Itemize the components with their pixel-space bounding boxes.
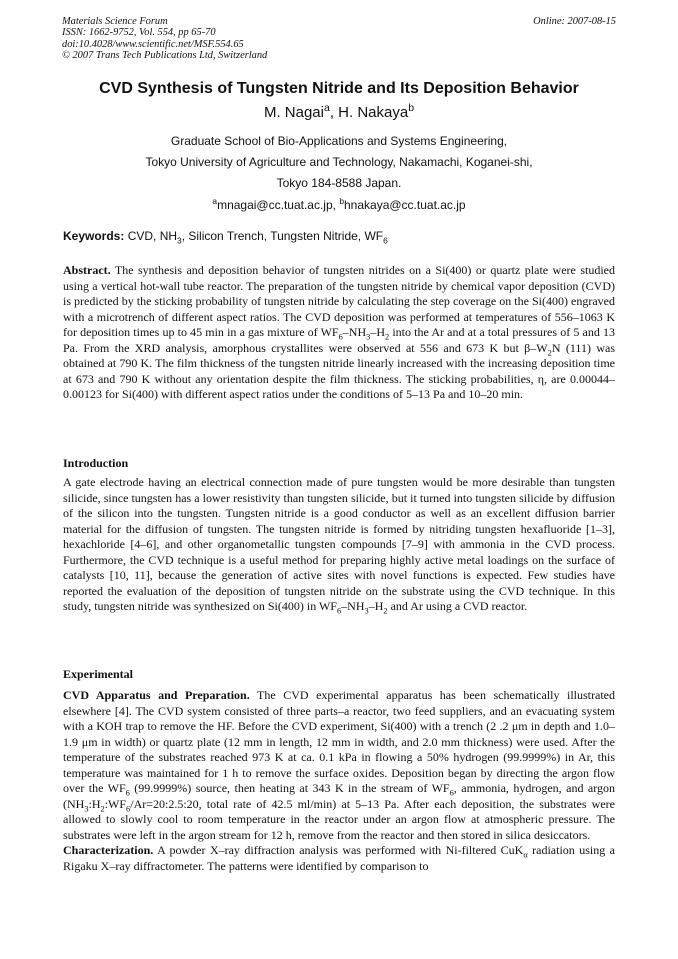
experimental-text: The CVD experimental apparatus has been schematically illustrated elsewhere [4]. The CVD system consisted of three parts–a reactor, two feed suppliers, and an evacuating system with a KOH trap to remove the HF. Before the CVD experiment, Si(400) with a trench (2 .2 μm in depth and 1.0–1.9 μm in width) or quartz plate (12 mm in length, 12 mm in width, and 2.0 mm thickness) were used. After the temperature of the substrates reached 973 K at ca. 0.1 kPa in flowing a 50% hydrogen (99.9999%) in Ar, this temperature was maintained for 1 h to remove the surface oxides. Deposition began by directing the argon flow over the WF <box>63 688 615 795</box>
subsection-label: CVD Apparatus and Preparation. <box>63 688 250 702</box>
affiliation <box>40 131 638 216</box>
author-name: H. Nakaya <box>338 104 409 121</box>
experimental-text: A powder X–ray diffraction analysis was performed with Ni-filtered CuK <box>153 843 524 857</box>
experimental-text: , ammonia, hydrogen, and argon (NH <box>63 781 615 811</box>
author-list <box>40 104 638 121</box>
introduction-paragraph <box>63 475 615 615</box>
email-mark: b <box>339 195 344 206</box>
experimental-text: radiation using a Rigaku X–ray diffractometer. The patterns were identified by comparison to <box>63 843 615 873</box>
abstract <box>63 263 615 403</box>
journal-copyright: © 2007 Trans Tech Publications Ltd, Switzerland <box>62 50 268 62</box>
subscript: 6 <box>383 235 388 246</box>
subsection-label: Characterization. <box>63 843 154 857</box>
author-separator: , <box>329 104 339 121</box>
experimental-section <box>63 688 615 874</box>
affiliation-line: Tokyo 184-8588 Japan. <box>276 176 402 191</box>
journal-header <box>62 16 616 62</box>
journal-issn: ISSN: 1662-9752, Vol. 554, pp 65-70 <box>62 27 216 39</box>
abstract-text: –NH <box>342 325 367 339</box>
subscript: 6 <box>126 803 131 813</box>
abstract-label: Abstract. <box>63 263 111 277</box>
experimental-paragraph <box>63 843 615 874</box>
email-mark: a <box>212 195 218 206</box>
abstract-text: N (111) was obtained at 790 K. The film thickness of the tungsten nitride linearly increased with the increasing deposition time at 673 and 790 K without any orientation despite the film thickness. The sticking probabilities, η, are 0.00044–0.00123 for Si(400) with different aspect ratios under the conditions of 5–13 Pa and 10–20 min. <box>63 340 615 401</box>
introduction-text: and Ar using a CVD reactor. <box>387 599 528 613</box>
online-date: Online: 2007-08-15 <box>533 16 616 27</box>
journal-name: Materials Science Forum <box>62 16 168 27</box>
subscript: 2 <box>383 606 388 616</box>
keywords-label: Keywords: <box>63 229 125 243</box>
subscript: 3 <box>364 606 369 616</box>
subscript: 2 <box>547 347 552 357</box>
keywords-text: CVD, NH <box>124 229 178 243</box>
subscript: 3 <box>366 332 371 342</box>
subscript: α <box>523 850 528 860</box>
abstract-text: –H <box>370 325 385 339</box>
subscript: 6 <box>449 788 454 798</box>
experimental-text: /Ar=20:2.5:20, total rate of 42.5 ml/min) at 5–13 Pa. After each deposition, the substrates were allowed to slowly cool to room temperature in the reactor under an argon flow at atmospheric pressure. The substrates were left in the argon stream for 12 h, remove from the reactor and then stored in silica desiccators. <box>63 796 615 842</box>
affiliation-line: Tokyo University of Agriculture and Technology, Nakamachi, Koganei-shi, <box>145 155 533 170</box>
introduction-text: –H <box>368 599 384 613</box>
subscript: 3 <box>177 235 182 246</box>
subscript: 2 <box>385 332 390 342</box>
affiliation-line: Graduate School of Bio-Applications and Systems Engineering, <box>170 134 508 148</box>
experimental-text: (99.9999%) source, then heating at 343 K in the stream of WF <box>129 781 450 795</box>
introduction-text: –NH <box>341 599 365 613</box>
author-affiliation-mark: b <box>408 102 415 114</box>
journal-doi: doi:10.4028/www.scientific.net/MSF.554.65 <box>62 38 244 50</box>
author-email: mnagai@cc.tuat.ac.jp, <box>217 197 340 212</box>
subscript: 6 <box>336 606 342 616</box>
introduction-section <box>63 475 615 615</box>
experimental-text: :H <box>88 796 101 811</box>
subscript: 3 <box>84 803 89 813</box>
abstract-text: The synthesis and deposition behavior of tungsten nitrides on a Si(400) or quartz plate were studied using a vertical hot-wall tube reactor. The preparation of the tungsten nitride by chemical vapor deposition (CVD) is predicted by the sticking probability of tungsten nitride by calculating the step coverage on the Si(400) engraved with a microtrench of different aspect ratios. The CVD deposition was performed at temperatures of 556–1063 K for deposition times up to 45 min in a gas mixture of WF <box>63 263 615 339</box>
experimental-paragraph <box>63 688 615 843</box>
abstract-text: into the Ar and at a total pressures of 5 and 13 Pa. From the XRD analysis, amorphous crystallites were observed at 556 and 673 K but β–W <box>63 325 615 355</box>
keywords <box>63 229 615 246</box>
section-heading-experimental: Experimental <box>63 667 133 681</box>
paper-title: CVD Synthesis of Tungsten Nitride and Its Deposition Behavior <box>99 80 579 97</box>
abstract-paragraph <box>63 263 615 403</box>
author-affiliation-mark: a <box>323 102 330 114</box>
keywords-text: , Silicon Trench, Tungsten Nitride, WF <box>181 229 384 243</box>
author-name: M. Nagai <box>263 104 324 121</box>
author-emails <box>40 195 638 216</box>
subscript: 6 <box>125 788 130 798</box>
section-heading-introduction: Introduction <box>63 456 129 470</box>
subscript: 6 <box>338 332 343 342</box>
experimental-text: :WF <box>104 796 127 811</box>
subscript: 2 <box>100 803 105 813</box>
introduction-text: A gate electrode having an electrical connection made of pure tungsten would be more desirable than tungsten silicide, since tungsten has a lower resistivity than tungsten silicide, but it turned into tungsten silicide by diffusion of the silicon into the tungsten. Tungsten nitride is a good conductor as well as an excellent diffusion barrier material for the diffusion of tungsten. The tungsten nitride is formed by nitriding tungsten hexafluoride [1–3], hexachloride [4–6], and other organometallic tungsten compounds [7–9] with ammonia in the CVD process. Furthermore, the CVD technique is a useful method for preparing highly active metal loadings on the surface of catalysts [10, 11], because the generation of active sites with novel functions is expected. Few studies have reported the evaluation of the deposition of tungsten nitride on the substrate using the CVD technique. In this study, tungsten nitride was synthesized on Si(400) in WF <box>63 475 615 613</box>
author-email: hnakaya@cc.tuat.ac.jp <box>344 197 466 212</box>
